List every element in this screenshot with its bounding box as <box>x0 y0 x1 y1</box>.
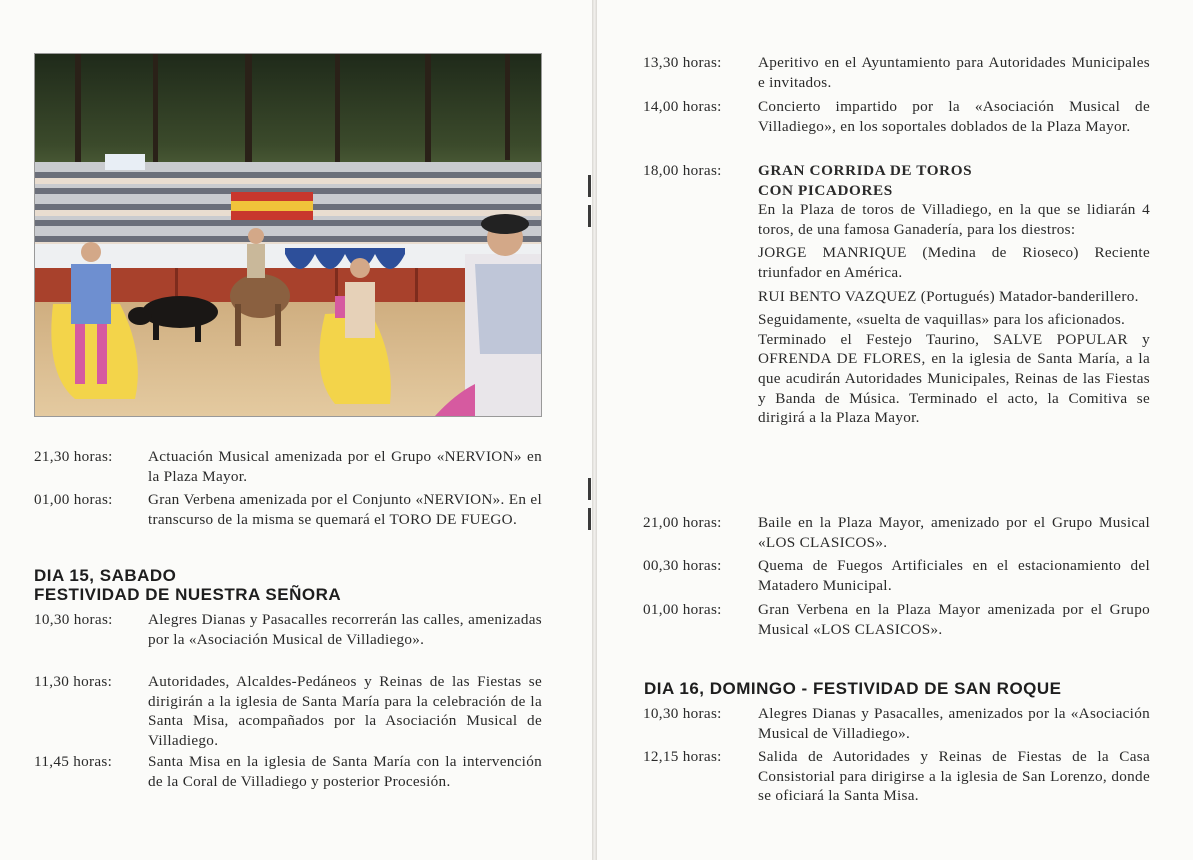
entry-time: 12,15 horas: <box>643 748 722 765</box>
entry-description <box>758 161 1150 428</box>
schedule-entry <box>643 704 1150 746</box>
entry-time: 10,30 horas: <box>34 611 113 628</box>
day-heading <box>34 566 341 604</box>
day-heading-line: FESTIVIDAD DE NUESTRA SEÑORA <box>34 585 342 604</box>
schedule-entry <box>643 556 1150 598</box>
entry-description <box>148 447 542 486</box>
entry-text: Alegres Dianas y Pasacalles, amenizados por la «Asociación Musical de Villadiego». <box>758 705 1150 742</box>
entry-description <box>148 752 542 791</box>
page-gutter <box>592 0 597 860</box>
entry-text: Baile en la Plaza Mayor, amenizado por el Grupo Musical «LOS CLASICOS». <box>758 514 1150 551</box>
entry-text: Alegres Dianas y Pasacalles recorrerán las calles, amenizadas por la «Asociación Musical de Villadiego». <box>148 611 542 648</box>
schedule-entry <box>643 747 1150 809</box>
schedule-entry <box>34 490 542 552</box>
entry-time: 10,30 horas: <box>643 705 722 722</box>
gutter-mark <box>588 478 591 500</box>
schedule-entry <box>643 600 1150 642</box>
day-heading <box>644 679 1062 698</box>
entry-description <box>148 490 542 529</box>
schedule-entry <box>34 752 542 814</box>
entry-text: Santa Misa en la iglesia de Santa María con la intervención de la Coral de Villadiego y posterior Procesión. <box>148 753 542 790</box>
entry-description <box>148 610 542 649</box>
entry-text: Actuación Musical amenizada por el Grupo «NERVION» en la Plaza Mayor. <box>148 448 542 485</box>
entry-text: Autoridades, Alcaldes-Pedáneos y Reinas de las Fiestas se dirigirán a la iglesia de Santa María para la celebración de la Santa Misa, acompañados por la Asociación Musical de Villadiego. <box>148 673 542 749</box>
entry-text: Gran Verbena en la Plaza Mayor amenizada por el Grupo Musical «LOS CLASICOS». <box>758 601 1150 638</box>
entry-description <box>758 747 1150 806</box>
entry-description <box>758 556 1150 595</box>
entry-text: Salida de Autoridades y Reinas de Fiestas de la Casa Consistorial para dirigirse a la iglesia de San Lorenzo, donde se oficiará la Santa Misa. <box>758 748 1150 805</box>
entry-description <box>758 513 1150 552</box>
gutter-mark <box>588 175 591 197</box>
schedule-entry <box>643 53 1150 95</box>
entry-description <box>758 600 1150 639</box>
entry-time: 01,00 horas: <box>34 491 113 508</box>
entry-text: RUI BENTO VAZQUEZ (Portugués) Matador-banderillero. <box>758 287 1139 305</box>
entry-text: Quema de Fuegos Artificiales en el estacionamiento del Matadero Municipal. <box>758 557 1150 594</box>
bullfight-photo <box>34 53 542 417</box>
schedule-entry <box>643 513 1150 555</box>
entry-time: 21,30 horas: <box>34 448 113 465</box>
entry-time: 11,45 horas: <box>34 753 113 770</box>
entry-description <box>758 97 1150 136</box>
entry-time: 14,00 horas: <box>643 98 722 115</box>
entry-description <box>148 672 542 750</box>
entry-text: JORGE MANRIQUE (Medina de Rioseco) Reciente triunfador en América. <box>758 244 1150 281</box>
entry-description <box>758 53 1150 92</box>
entry-time: 18,00 horas: <box>643 162 722 179</box>
day-heading-line: DIA 16, DOMINGO - FESTIVIDAD DE SAN ROQUE <box>644 679 1062 698</box>
day-heading-line: DIA 15, SABADO <box>34 566 177 585</box>
entry-text: Terminado el Festejo Taurino, SALVE POPULAR y OFRENDA DE FLORES, en la iglesia de Santa María, a la que acudirán Autoridades Municipales, Reinas de las Fiestas y Banda de Música. Terminado el acto, la Comitiva se dirigirá a la Plaza Mayor. <box>758 330 1150 427</box>
entry-time: 01,00 horas: <box>643 601 722 618</box>
entry-text: Concierto impartido por la «Asociación Musical de Villadiego», en los soportales doblados de la Plaza Mayor. <box>758 98 1150 135</box>
gutter-mark <box>588 205 591 227</box>
entry-text: Gran Verbena amenizada por el Conjunto «NERVION». En el transcurso de la misma se quemará el TORO DE FUEGO. <box>148 491 542 528</box>
schedule-entry <box>34 447 542 489</box>
schedule-entry <box>643 97 1150 159</box>
entry-text: Aperitivo en el Ayuntamiento para Autoridades Municipales e invitados. <box>758 54 1150 91</box>
entry-description <box>758 704 1150 743</box>
entry-time: 21,00 horas: <box>643 514 722 531</box>
gutter-mark <box>588 508 591 530</box>
entry-text: Seguidamente, «suelta de vaquillas» para los aficionados. <box>758 311 1126 329</box>
event-title: GRAN CORRIDA DE TOROS <box>758 162 973 179</box>
schedule-entry <box>34 672 542 754</box>
event-title: CON PICADORES <box>758 181 893 199</box>
schedule-entry <box>643 161 1150 509</box>
entry-time: 00,30 horas: <box>643 557 722 574</box>
entry-time: 13,30 horas: <box>643 54 722 71</box>
entry-text: En la Plaza de toros de Villadiego, en la que se lidiarán 4 toros, de una famosa Ganadería, para los diestros: <box>758 201 1150 238</box>
schedule-entry <box>34 610 542 672</box>
entry-time: 11,30 horas: <box>34 673 113 690</box>
